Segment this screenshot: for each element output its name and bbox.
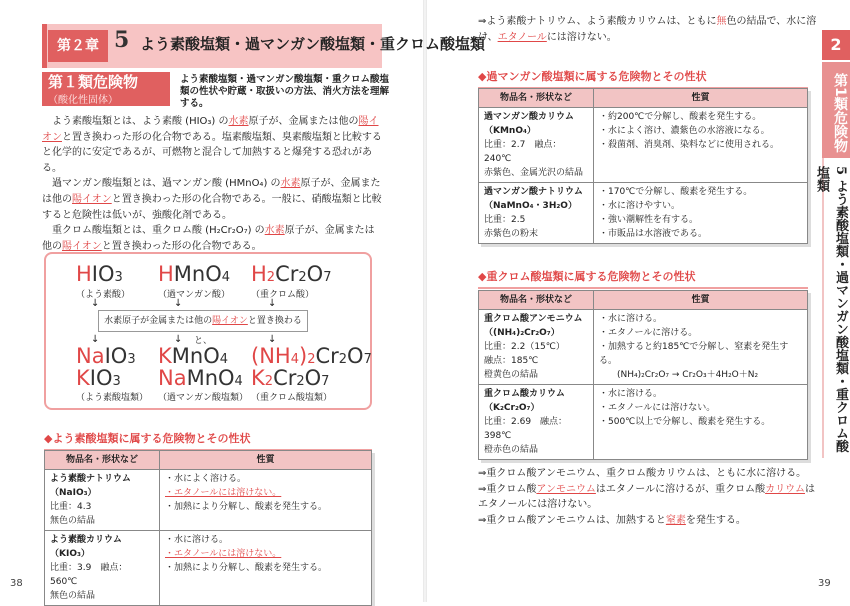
- body-text: [42, 114, 382, 254]
- chapter-label: 第２章: [48, 30, 108, 62]
- note-heating: ⇒重クロム酸アンモニウムは、加熱すると窒素を発生する。: [478, 514, 746, 526]
- arrow-icon: ↓: [268, 298, 277, 309]
- table-row: 過マンガン酸カリウム（KMnO₄） 比重：2.7 融点：240℃ 赤紫色、金属光沢の結晶 ・約200℃で分解し、酸素を発生する。 ・水によく溶け、濃紫色の水溶液になる。 ・殺菌剤、消臭剤、染料などに使用される。: [479, 108, 808, 183]
- paragraph-iodate: よう素酸塩類とは、よう素酸 (HIO₃) の水素原子が、金属または他の陽イオンと置き換わった形の化合物である。塩素酸塩類、臭素酸塩類と比較すると化学的に安定であるが、可燃物と混合して加熱すると爆発する恐れがある。: [42, 116, 382, 174]
- table-row: よう素酸カリウム（KIO₃） 比重：3.9 融点：560℃ 無色の結晶 ・水に溶ける。 ・エタノールには溶けない。 ・加熱により分解し、酸素を発生する。: [45, 531, 372, 606]
- section-number: 5: [114, 27, 130, 53]
- table-header: 性質: [594, 89, 808, 108]
- table-header: 性質: [594, 291, 808, 310]
- table-row: 重クロム酸アンモニウム（(NH₄)₂Cr₂O₇） 比重：2.2（15℃） 融点：185℃ 橙黄色の結晶 ・水に溶ける。 ・エタノールに溶ける。 ・加熱すると約185℃で分解し、窒素を発生する。 (NH₄)₂Cr₂O₇ → Cr₂O₃＋4H₂O＋N₂: [479, 310, 808, 385]
- class-box: [42, 72, 170, 106]
- salt-nai-o3: NaIO3: [76, 344, 136, 368]
- paragraph-dichromate: 重クロム酸塩類とは、重クロム酸 (H₂Cr₂O₇) の水素原子が、金属または他の陽イオンと置き換わった形の化合物である。: [42, 225, 375, 252]
- table-header: 性質: [160, 451, 372, 470]
- formula-acid1: HIO3: [76, 262, 123, 286]
- table-heading-dichromates: ◆重クロム酸塩類に属する危険物とその性状: [478, 268, 808, 289]
- formula-acid3: H2Cr2O7: [251, 262, 332, 286]
- paragraph-permanganate: 過マンガン酸塩類とは、過マンガン酸 (HMnO₄) の水素原子が、金属または他の陽イオンと置き換わった形の化合物である。一般に、硝酸塩類と比較すると危険性は低いが、強酸化剤である。: [42, 178, 382, 221]
- table-header: 物品名・形状など: [45, 451, 160, 470]
- salt2-label: （過マンガン酸塩類）: [158, 393, 249, 403]
- table-dichromates: [478, 290, 808, 460]
- acid3-label: （重クロム酸）: [251, 290, 315, 300]
- chapter-tab-label: 第1類危険物: [822, 62, 850, 158]
- salt-kio3: KIO3: [76, 366, 121, 390]
- note-ethanol: ⇒重クロム酸アンモニウムはエタノールに溶けるが、重クロム酸カリウムはエタノールには溶けない。: [478, 483, 815, 511]
- table-heading-permanganates: ◆過マンガン酸塩類に属する危険物とその性状: [478, 68, 808, 89]
- right-page: [426, 0, 850, 602]
- chapter-tab-number: 2: [822, 30, 850, 60]
- table-permanganates: [478, 88, 808, 244]
- salt-namno4: NaMnO4: [158, 366, 243, 390]
- salt1-label: （よう素酸塩類）: [76, 393, 149, 403]
- page-number: 39: [818, 578, 831, 589]
- table-iodates: [44, 450, 372, 606]
- table-row: 重クロム酸カリウム（K₂Cr₂O₇） 比重：2.69 融点：398℃ 橙赤色の結晶 ・水に溶ける。 ・エタノールには溶けない。 ・500℃以上で分解し、酸素を発生する。: [479, 385, 808, 460]
- notes-dichromates: [478, 466, 818, 528]
- note-iodates: ⇒よう素酸ナトリウム、よう素酸カリウムは、ともに無色の結晶で、水に溶け、エタノールには溶けない。: [478, 16, 817, 43]
- salt-kmno4: KMnO4: [158, 344, 229, 368]
- salt-nh4-dichromate: (NH4)2Cr2O7: [251, 344, 372, 368]
- arrow-icon: ↓: [174, 298, 183, 309]
- salt3-label: （重クロム酸塩類）: [251, 393, 333, 403]
- section-title: よう素酸塩類・過マンガン酸塩類・重クロム酸塩類: [140, 35, 486, 53]
- table-row: 過マンガン酸ナトリウム（NaMnO₄・3H₂O） 比重：2.5 赤紫色の粉末 ・170℃で分解し、酸素を発生する。 ・水に溶けやすい。 ・強い潮解性を有する。 ・市販品は水溶液である。: [479, 183, 808, 244]
- salt-k2cr2o7: K2Cr2O7: [251, 366, 330, 390]
- page-number: 38: [10, 578, 23, 589]
- section-tab-label: 5 よう素酸塩類・過マンガン酸塩類・重クロム酸塩類: [822, 158, 850, 458]
- acid2-label: （過マンガン酸）: [158, 290, 231, 300]
- note-solubility: ⇒重クロム酸アンモニウム、重クロム酸カリウムは、ともに水に溶ける。: [478, 468, 807, 479]
- acid1-label: （よう素酸）: [76, 290, 131, 300]
- formula-middle-note: 水素原子が金属または他の陽イオンと置き換わると、: [98, 310, 308, 332]
- arrow-icon: ↓: [174, 334, 183, 345]
- intro-text: よう素酸塩類・過マンガン酸塩類・重クロム酸塩類の性状や貯蔵・取扱いの方法、消火方法を理解する。: [180, 74, 390, 109]
- table-header: 物品名・形状など: [479, 291, 594, 310]
- formula-acid2: HMnO4: [158, 262, 231, 286]
- table-header: 物品名・形状など: [479, 89, 594, 108]
- table-row: よう素酸ナトリウム（NaIO₃） 比重：4.3 無色の結晶 ・水によく溶ける。 ・エタノールには溶けない。 ・加熱により分解し、酸素を発生する。: [45, 470, 372, 531]
- arrow-icon: ↓: [91, 334, 100, 345]
- class-subtitle: （酸化性固体）: [48, 95, 118, 106]
- table-heading-iodates: ◆よう素酸塩類に属する危険物とその性状: [44, 430, 372, 451]
- class-title: 第１類危険物: [48, 73, 139, 91]
- arrow-icon: ↓: [268, 334, 277, 345]
- arrow-icon: ↓: [91, 298, 100, 309]
